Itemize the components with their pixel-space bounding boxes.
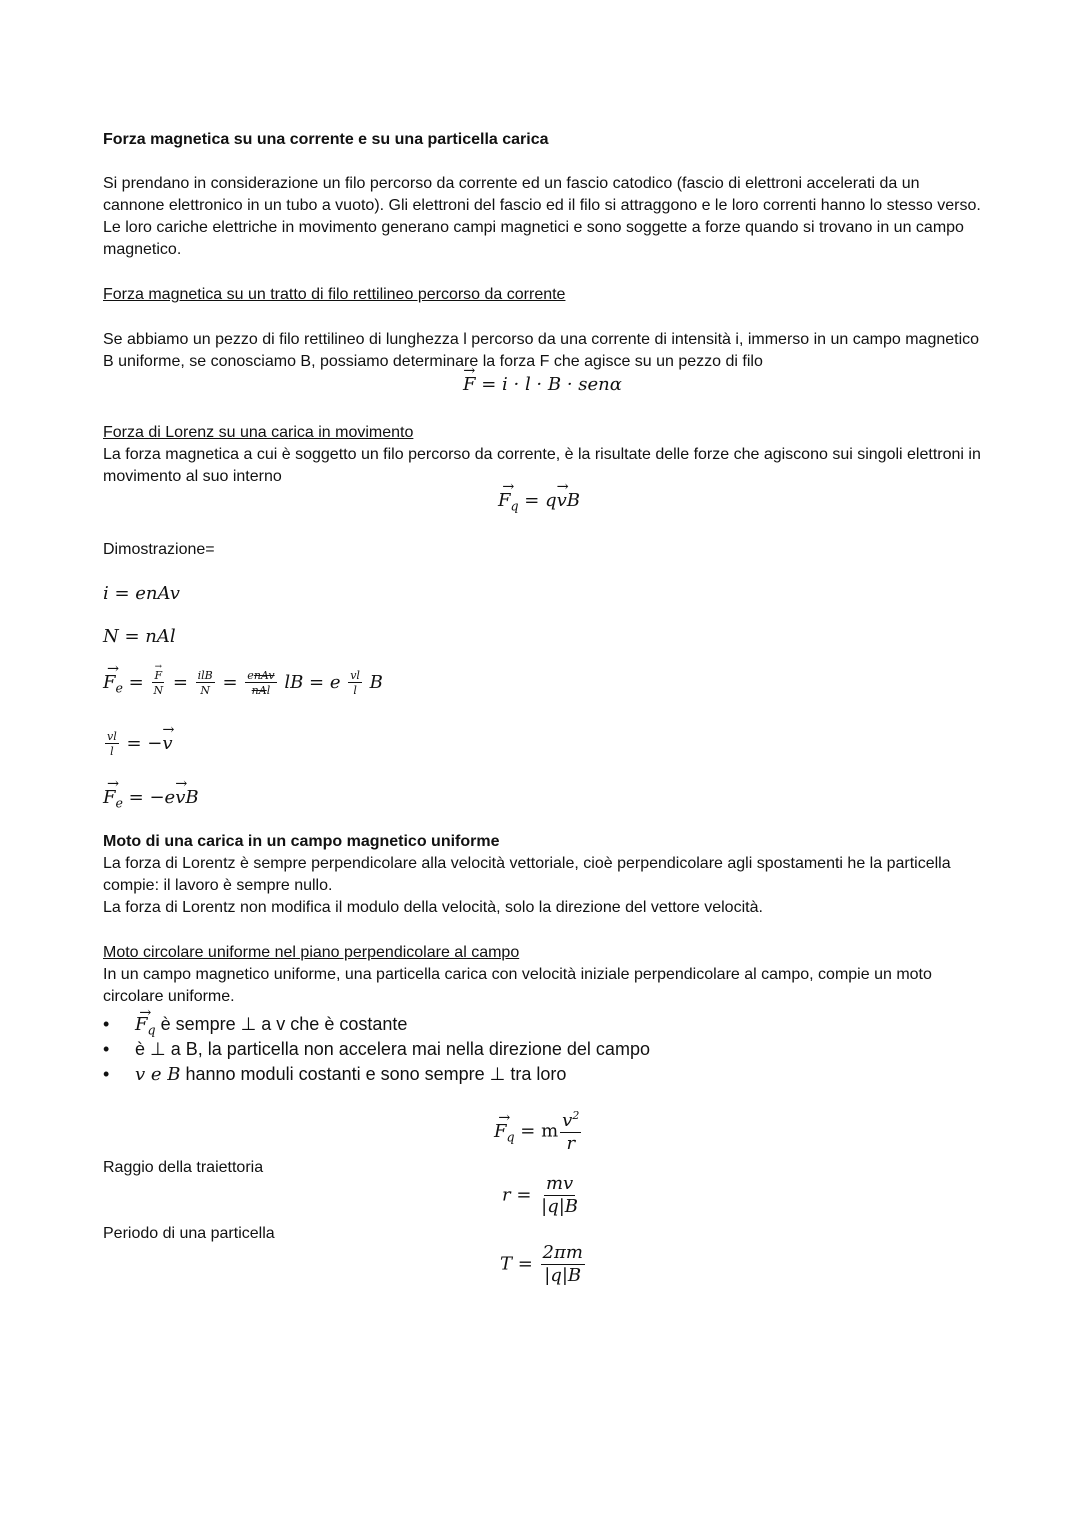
- motion-paragraph-2: La forza di Lorentz non modifica il modulo della velocità, solo la direzione del vettore velocità.: [103, 899, 763, 916]
- formula-lorentz: → $F_q = q\to$ vB: [498, 490, 580, 513]
- formula-number-electrons: N = nAl: [103, 626, 176, 647]
- page-title: Forza magnetica su una corrente e su una particella carica: [103, 131, 549, 148]
- section-heading-motion: Moto di una carica in un campo magnetico uniforme: [103, 833, 500, 850]
- wire-force-paragraph: Se abbiamo un pezzo di filo rettilineo di lunghezza l percorso da una corrente di intensità i, immerso in un campo magnetico B uniforme, se conosciamo B, possiamo determinare la forza F che agisce su un pezzo di filo: [103, 331, 980, 370]
- formula-electron-force: → $F_e = -e\to$ vB: [103, 787, 199, 810]
- formula-derivation: → $F_e$ = → $\frac{F}{N}$ = $\frac{\text{ilB}}{N}$ = $\frac{\text{enAv}}{\text{nAl}}$ lB = e $\frac{vl}{l}$ B: [103, 670, 383, 696]
- label-period: Periodo di una particella: [103, 1225, 275, 1242]
- formula-velocity: $\frac{vl}{l}$ = −→ v: [103, 731, 173, 757]
- intro-paragraph: Si prendano in considerazione un filo percorso da corrente ed un fascio catodico (fascio di elettroni accelerati da un cannone elettronico in un tubo a vuoto). Gli elettroni del fascio ed il filo si attraggono e le loro correnti hanno lo stesso verso. Le loro cariche elettriche in movimento generano campi magnetici e sono soggette a forze quando si trovano in un campo magnetico.: [103, 175, 981, 258]
- motion-paragraph-1: La forza di Lorentz è sempre perpendicolare alla velocità vettoriale, cioè perpendicolare agli spostamenti he la particella compie: il lavoro è sempre nullo.: [103, 855, 951, 894]
- properties-list: [103, 1012, 650, 1087]
- label-radius: Raggio della traiettoria: [103, 1159, 264, 1176]
- section-heading-circular: Moto circolare uniforme nel piano perpendicolare al campo: [103, 944, 520, 961]
- formula-current: i = enAv: [103, 583, 180, 604]
- formula-centripetal: → $F_q = m$ $\frac{v^2}{r}$: [494, 1110, 583, 1153]
- lorentz-paragraph: La forza magnetica a cui è soggetto un filo percorso da corrente, è la risultate delle forze che agiscono sui singoli elettroni in movimento al suo interno: [103, 446, 981, 485]
- circular-paragraph: In un campo magnetico uniforme, una particella carica con velocità iniziale perpendicolare al campo, compie un moto circolare uniforme.: [103, 966, 932, 1005]
- demo-label: Dimostrazione=: [103, 541, 215, 558]
- section-heading-wire-force: Forza magnetica su un tratto di filo rettilineo percorso da corrente: [103, 286, 566, 303]
- list-item: • è ⊥ a B, la particella non accelera mai nella direzione del campo: [103, 1037, 650, 1062]
- list-item: • → $F_q$ è sempre ⊥ a v che è costante: [103, 1012, 650, 1037]
- formula-period: T = $\frac{2\pi m}{|q|B}$: [500, 1242, 583, 1286]
- formula-radius: r = $\frac{mv}{|q|B}$: [502, 1173, 579, 1217]
- formula-wire-force: → F = i · l · B · senα: [463, 374, 622, 395]
- section-heading-lorentz: Forza di Lorenz su una carica in movimento: [103, 424, 414, 441]
- list-item: • v e B hanno moduli costanti e sono sempre ⊥ tra loro: [103, 1062, 650, 1087]
